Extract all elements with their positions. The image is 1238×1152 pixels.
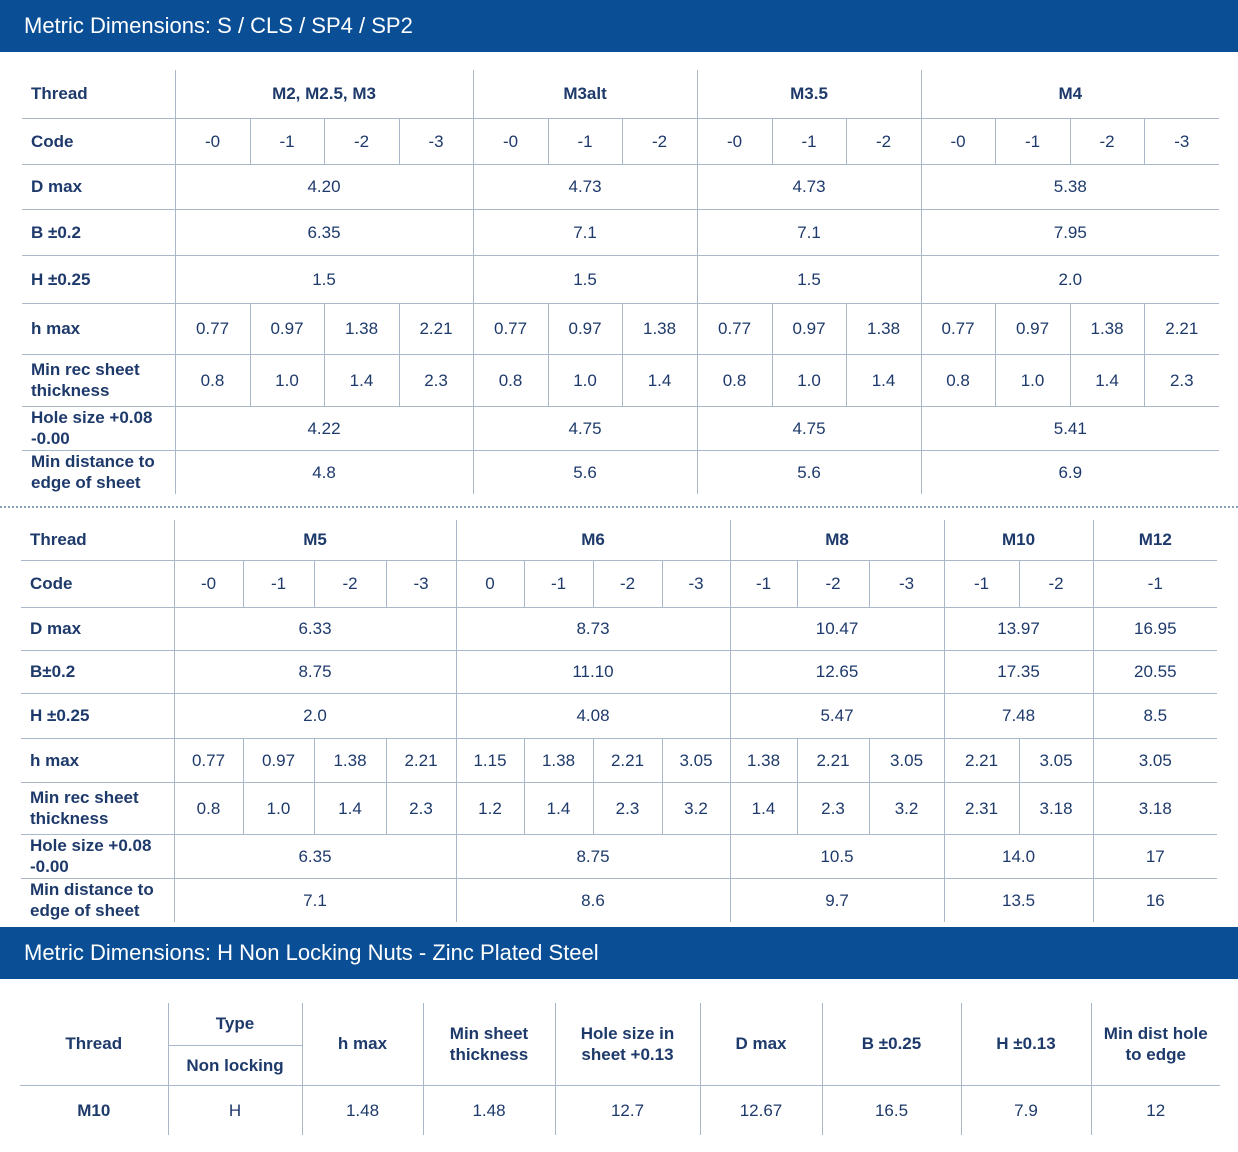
label-line: -0.00 [30, 857, 69, 876]
value-cell: 5.6 [473, 450, 697, 494]
value-cell: 10.5 [730, 834, 944, 878]
value-cell: 6.35 [174, 834, 456, 878]
table-row-b [21, 650, 1217, 693]
value-cell: 3.05 [1019, 738, 1093, 782]
row-label: h max [21, 738, 174, 782]
row-label: h max [22, 303, 175, 354]
value-cell: 5.38 [921, 164, 1219, 209]
row-label: H ±0.25 [21, 693, 174, 738]
value-cell: 1.4 [1070, 354, 1144, 406]
value-cell: 16.95 [1093, 607, 1217, 650]
value-cell: 1.5 [697, 255, 921, 303]
label-line: thickness [31, 381, 110, 400]
value-cell: 5.47 [730, 693, 944, 738]
value-cell: 4.20 [175, 164, 473, 209]
table-m5-m12 [21, 520, 1217, 922]
code-cell: -2 [314, 560, 386, 607]
row-label [21, 834, 174, 878]
value-cell: 1.38 [846, 303, 921, 354]
value-cell: 2.0 [921, 255, 1219, 303]
value-cell: 11.10 [456, 650, 730, 693]
value-cell: 8.75 [174, 650, 456, 693]
value-cell: 1.0 [250, 354, 324, 406]
value-cell: 1.38 [524, 738, 593, 782]
section1-title: Metric Dimensions: S / CLS / SP4 / SP2 [0, 0, 1238, 52]
value-cell: 3.05 [1093, 738, 1217, 782]
value-cell: 3.18 [1019, 782, 1093, 834]
col-header-min-sheet [423, 1003, 555, 1085]
value-cell: 3.2 [869, 782, 944, 834]
value-cell: 0.97 [548, 303, 622, 354]
value-cell: 7.1 [174, 878, 456, 922]
value-cell: 2.3 [593, 782, 662, 834]
code-cell: -1 [243, 560, 314, 607]
value-cell: 0.77 [174, 738, 243, 782]
table-row-H [21, 693, 1217, 738]
code-cell: -1 [730, 560, 797, 607]
label-line: Min distance to [30, 880, 154, 900]
code-cell: -0 [473, 118, 548, 164]
row-label: Code [21, 560, 174, 607]
value-cell: 17.35 [944, 650, 1093, 693]
code-cell: -3 [386, 560, 456, 607]
value-cell: 1.38 [324, 303, 399, 354]
value-cell: 2.3 [1144, 354, 1219, 406]
value-cell: 2.21 [593, 738, 662, 782]
code-cell: -1 [995, 118, 1070, 164]
value-cell: 3.05 [869, 738, 944, 782]
row-label: D max [22, 164, 175, 209]
header-row [20, 1003, 1220, 1045]
table-row-thread [22, 70, 1219, 118]
value-cell: 2.3 [386, 782, 456, 834]
code-cell: -0 [921, 118, 995, 164]
value-cell: 4.73 [473, 164, 697, 209]
value-cell: 2.3 [399, 354, 473, 406]
table-row-hole [21, 834, 1217, 878]
code-cell: -1 [524, 560, 593, 607]
value-cell: 0.97 [772, 303, 846, 354]
col-header-hmax: h max [302, 1003, 423, 1085]
thread-group: M2, M2.5, M3 [175, 70, 473, 118]
table-row-min-sheet [22, 354, 1219, 406]
value-cell: 4.08 [456, 693, 730, 738]
value-cell: 1.38 [622, 303, 697, 354]
header-line: Min dist hole [1103, 1023, 1208, 1043]
row-label [22, 450, 175, 494]
code-cell: -2 [1070, 118, 1144, 164]
label-line: -0.00 [31, 429, 70, 448]
value-cell: 2.21 [944, 738, 1019, 782]
value-cell: 0.8 [921, 354, 995, 406]
value-cell: 1.4 [622, 354, 697, 406]
value-cell: 0.77 [175, 303, 250, 354]
value-cell: 4.8 [175, 450, 473, 494]
row-label: Thread [30, 530, 87, 550]
value-cell: 12.7 [555, 1085, 700, 1135]
value-cell: 4.75 [697, 406, 921, 450]
value-cell: 0.8 [174, 782, 243, 834]
value-cell: 2.21 [386, 738, 456, 782]
value-cell: 4.75 [473, 406, 697, 450]
value-cell: 4.22 [175, 406, 473, 450]
value-cell: 8.75 [456, 834, 730, 878]
value-cell: 1.48 [423, 1085, 555, 1135]
value-cell: 12.65 [730, 650, 944, 693]
code-cell: -3 [1144, 118, 1219, 164]
value-cell: 1.5 [175, 255, 473, 303]
value-cell: 1.4 [846, 354, 921, 406]
code-cell: -3 [869, 560, 944, 607]
row-label: B ±0.2 [22, 209, 175, 255]
code-cell: -1 [548, 118, 622, 164]
label-line: thickness [30, 809, 109, 828]
thread-group: M12 [1093, 520, 1217, 560]
value-cell: 1.0 [772, 354, 846, 406]
value-cell: 0.8 [473, 354, 548, 406]
label-line: Min rec sheet [30, 788, 139, 807]
value-cell: 2.21 [399, 303, 473, 354]
code-cell: -1 [944, 560, 1019, 607]
value-cell: 14.0 [944, 834, 1093, 878]
value-cell: 3.05 [662, 738, 730, 782]
value-cell: 10.47 [730, 607, 944, 650]
value-cell: 13.97 [944, 607, 1093, 650]
value-cell: 16.5 [822, 1085, 961, 1135]
label-line: Min distance to [31, 452, 155, 472]
value-cell: 1.15 [456, 738, 524, 782]
value-cell: 16 [1093, 878, 1217, 922]
code-cell: -0 [174, 560, 243, 607]
label-line: Min rec sheet [31, 360, 140, 379]
header-line: Hole size in [580, 1023, 675, 1043]
value-cell: 0.97 [243, 738, 314, 782]
row-label [22, 406, 175, 450]
value-cell: 6.9 [921, 450, 1219, 494]
value-cell: 8.5 [1093, 693, 1217, 738]
value-cell: 5.41 [921, 406, 1219, 450]
row-label: Code [22, 118, 175, 164]
value-cell: 9.7 [730, 878, 944, 922]
value-cell: 5.6 [697, 450, 921, 494]
row-label: Thread [31, 84, 88, 104]
code-cell: -2 [593, 560, 662, 607]
table-row-min-distance [21, 878, 1217, 922]
value-cell: 13.5 [944, 878, 1093, 922]
code-cell: -1 [250, 118, 324, 164]
thread-group: M5 [174, 520, 456, 560]
value-cell: 7.1 [697, 209, 921, 255]
col-header-hole-size [555, 1003, 700, 1085]
thread-group: M3alt [473, 70, 697, 118]
code-cell: -1 [1093, 560, 1217, 607]
code-cell: -3 [662, 560, 730, 607]
row-label: D max [21, 607, 174, 650]
label-line: edge of sheet [30, 901, 140, 921]
value-cell: 1.4 [324, 354, 399, 406]
value-cell: 1.4 [314, 782, 386, 834]
header-line: sheet +0.13 [581, 1044, 674, 1064]
value-cell: 8.6 [456, 878, 730, 922]
col-header-H: H ±0.13 [961, 1003, 1091, 1085]
row-label: B±0.2 [21, 650, 174, 693]
col-header-type: Type [168, 1003, 302, 1045]
value-cell: 0.77 [921, 303, 995, 354]
col-header-b: B ±0.25 [822, 1003, 961, 1085]
code-cell: -2 [324, 118, 399, 164]
value-cell: 20.55 [1093, 650, 1217, 693]
thread-group: M3.5 [697, 70, 921, 118]
header-line: thickness [449, 1044, 529, 1064]
code-cell: -2 [797, 560, 869, 607]
value-cell: 1.0 [548, 354, 622, 406]
value-cell: M10 [20, 1085, 168, 1135]
value-cell: 2.21 [797, 738, 869, 782]
value-cell: 7.1 [473, 209, 697, 255]
table-row-hmax [21, 738, 1217, 782]
header-line: to edge [1125, 1044, 1186, 1064]
value-cell: 1.38 [730, 738, 797, 782]
value-cell: 0.97 [995, 303, 1070, 354]
value-cell: 3.18 [1093, 782, 1217, 834]
value-cell: 2.31 [944, 782, 1019, 834]
code-cell: -0 [697, 118, 772, 164]
value-cell: 8.73 [456, 607, 730, 650]
value-cell: 2.3 [797, 782, 869, 834]
value-cell: 1.38 [314, 738, 386, 782]
value-cell: 3.2 [662, 782, 730, 834]
value-cell: 6.35 [175, 209, 473, 255]
value-cell: 0.97 [250, 303, 324, 354]
code-cell: -1 [772, 118, 846, 164]
row-label [21, 878, 174, 922]
value-cell: 2.0 [174, 693, 456, 738]
table-row-b [22, 209, 1219, 255]
table-row-min-distance [22, 450, 1219, 494]
value-cell: 1.48 [302, 1085, 423, 1135]
code-cell: -3 [399, 118, 473, 164]
value-cell: 4.73 [697, 164, 921, 209]
label-line: Hole size +0.08 [31, 408, 153, 427]
code-cell: 0 [456, 560, 524, 607]
value-cell: 0.77 [473, 303, 548, 354]
table-row-hole [22, 406, 1219, 450]
value-cell: 1.4 [524, 782, 593, 834]
code-cell: -2 [622, 118, 697, 164]
value-cell: 1.4 [730, 782, 797, 834]
value-cell: 6.33 [174, 607, 456, 650]
table-row-dmax [22, 164, 1219, 209]
value-cell: 1.0 [995, 354, 1070, 406]
thread-group: M10 [944, 520, 1093, 560]
table-row-H [22, 255, 1219, 303]
value-cell: 1.38 [1070, 303, 1144, 354]
value-cell: H [168, 1085, 302, 1135]
value-cell: 0.8 [175, 354, 250, 406]
value-cell: 7.48 [944, 693, 1093, 738]
col-header-min-dist [1091, 1003, 1220, 1085]
code-cell: -2 [846, 118, 921, 164]
value-cell: 1.5 [473, 255, 697, 303]
table-s-cls-sp4-sp2 [22, 70, 1219, 494]
col-header-type-sub: Non locking [168, 1045, 302, 1085]
thread-group: M6 [456, 520, 730, 560]
table-row-code [21, 560, 1217, 607]
table-h-non-locking-nuts [20, 1003, 1220, 1135]
code-cell: -0 [175, 118, 250, 164]
value-cell: 2.21 [1144, 303, 1219, 354]
value-cell: 1.0 [243, 782, 314, 834]
value-cell: 7.9 [961, 1085, 1091, 1135]
col-header-thread: Thread [65, 1034, 123, 1054]
table-row [20, 1085, 1220, 1135]
col-header-dmax: D max [700, 1003, 822, 1085]
value-cell: 12 [1091, 1085, 1220, 1135]
thread-group: M4 [921, 70, 1219, 118]
table-row-code [22, 118, 1219, 164]
row-label: H ±0.25 [22, 255, 175, 303]
code-cell: -2 [1019, 560, 1093, 607]
row-label [21, 782, 174, 834]
label-line: Hole size +0.08 [30, 836, 152, 855]
value-cell: 12.67 [700, 1085, 822, 1135]
value-cell: 1.2 [456, 782, 524, 834]
section2-title: Metric Dimensions: H Non Locking Nuts - Zinc Plated Steel [0, 927, 1238, 979]
table-row-min-sheet [21, 782, 1217, 834]
row-label [22, 354, 175, 406]
value-cell: 17 [1093, 834, 1217, 878]
value-cell: 0.77 [697, 303, 772, 354]
value-cell: 7.95 [921, 209, 1219, 255]
header-line: Min sheet [449, 1023, 529, 1043]
table-row-thread [21, 520, 1217, 560]
thread-group: M8 [730, 520, 944, 560]
table-row-dmax [21, 607, 1217, 650]
value-cell: 0.8 [697, 354, 772, 406]
label-line: edge of sheet [31, 473, 141, 493]
table-row-hmax [22, 303, 1219, 354]
dotted-divider [0, 506, 1238, 508]
